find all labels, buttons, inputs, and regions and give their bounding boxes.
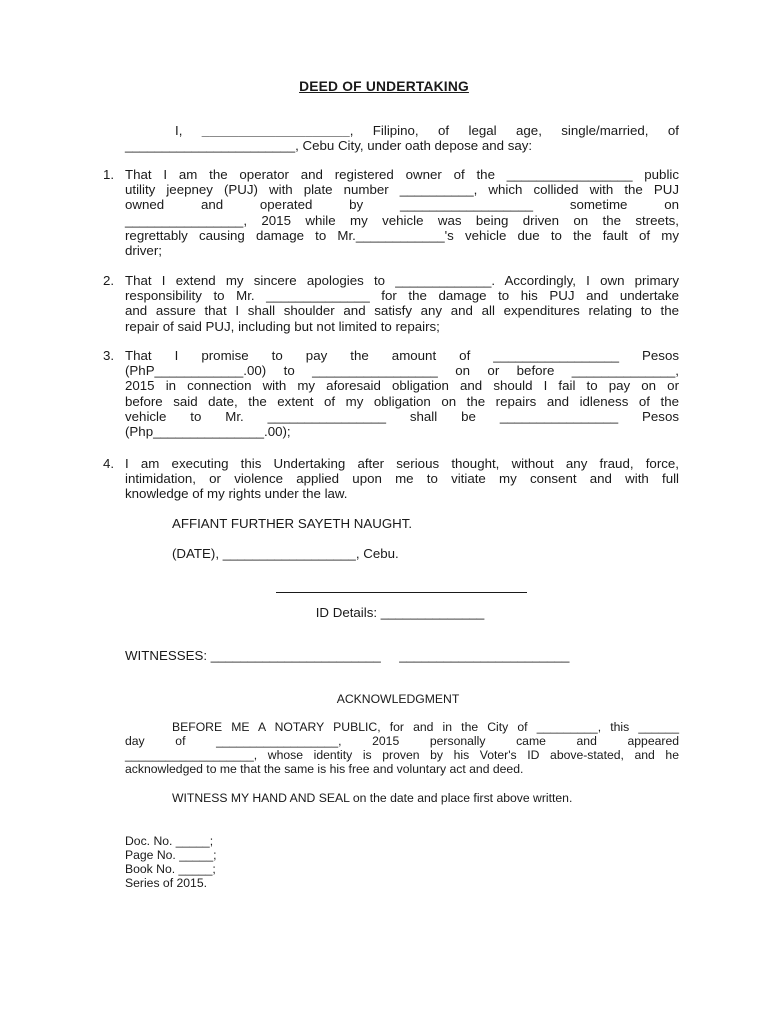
item-line: vehicle to Mr. ________________ shall be ________________ Pesos xyxy=(125,408,679,424)
ack-line: day of __________________, 2015 personally came and appeared xyxy=(125,734,679,748)
book-number: Book No. _____; xyxy=(125,862,216,876)
undertaking-item-4 xyxy=(103,456,679,502)
id-details: ID Details: ______________ xyxy=(315,605,485,620)
witness-seal-line: WITNESS MY HAND AND SEAL on the date and place first above written. xyxy=(172,791,573,805)
ack-text: BEFORE ME A NOTARY PUBLIC, for and in the City of _________, this ______ xyxy=(172,720,679,734)
item-line: intimidation, or violence applied upon me to vitiate my consent and with full xyxy=(125,471,679,487)
item-line: That I extend my sincere apologies to _____________. Accordingly, I own primary xyxy=(125,273,679,288)
ack-line: acknowledged to me that the same is his free and voluntary act and deed. xyxy=(125,762,524,776)
item-line: and assure that I shall shoulder and satisfy any and all expenditures relating to the xyxy=(125,303,679,319)
intro-text: , Filipino, of legal age, single/married, of xyxy=(349,123,679,138)
ack-line xyxy=(125,720,679,734)
date-line: (DATE), __________________, Cebu. xyxy=(172,546,399,561)
series-line: Series of 2015. xyxy=(125,876,207,890)
item-line: knowledge of my rights under the law. xyxy=(125,486,348,502)
item-line: (Php_______________.00); xyxy=(125,424,291,440)
item-line: driver; xyxy=(125,243,162,259)
undertaking-item-1 xyxy=(103,167,679,258)
acknowledgment-paragraph xyxy=(125,720,679,776)
item-number: 2. xyxy=(103,273,115,288)
item-line: utility jeepney (PUJ) with plate number __________, which collided with the PUJ xyxy=(125,182,679,198)
page-number: Page No. _____; xyxy=(125,848,217,862)
item-number: 3. xyxy=(103,348,115,363)
item-number: 4. xyxy=(103,456,115,471)
signature-line xyxy=(276,592,527,593)
undertaking-item-2 xyxy=(103,273,679,334)
intro-line-1 xyxy=(125,123,679,138)
intro-text: I, xyxy=(175,123,183,138)
item-line: 2015 in connection with my aforesaid obligation and should I fail to pay on or xyxy=(125,378,679,394)
item-line: (PhP____________.00) to _________________ on or before ______________, xyxy=(125,363,679,379)
doc-number: Doc. No. _____; xyxy=(125,834,214,848)
item-line: regrettably causing damage to Mr.____________'s vehicle due to the fault of my xyxy=(125,227,679,243)
affiant-statement: AFFIANT FURTHER SAYETH NAUGHT. xyxy=(172,516,413,531)
item-line: responsibility to Mr. ______________ for the damage to his PUJ and undertake xyxy=(125,288,679,304)
item-line: owned and operated by __________________ sometime on xyxy=(125,197,679,213)
item-line: before said date, the extent of my obligation on the repairs and idleness of the xyxy=(125,393,679,409)
witnesses-line: WITNESSES: _______________________ _______________________ xyxy=(125,648,570,663)
ack-line: ___________________, whose identity is proven by his Voter's ID above-stated, and he xyxy=(125,748,679,762)
item-line: ________________, 2015 while my vehicle was being driven on the streets, xyxy=(125,212,679,228)
undertaking-item-3 xyxy=(103,348,679,439)
item-line: That I am the operator and registered owner of the _________________ public xyxy=(125,167,679,182)
item-line: That I promise to pay the amount of _________________ Pesos xyxy=(125,348,679,363)
item-line: I am executing this Undertaking after serious thought, without any fraud, force, xyxy=(125,456,679,471)
item-line: repair of said PUJ, including but not limited to repairs; xyxy=(125,318,440,334)
name-blank: ____________________ xyxy=(201,123,350,138)
item-number: 1. xyxy=(103,167,115,182)
acknowledgment-title: ACKNOWLEDGMENT xyxy=(336,692,460,706)
intro-line-2: _______________________, Cebu City, under oath depose and say: xyxy=(125,138,533,154)
document-title: DEED OF UNDERTAKING xyxy=(299,79,469,94)
intro-paragraph xyxy=(125,123,679,153)
